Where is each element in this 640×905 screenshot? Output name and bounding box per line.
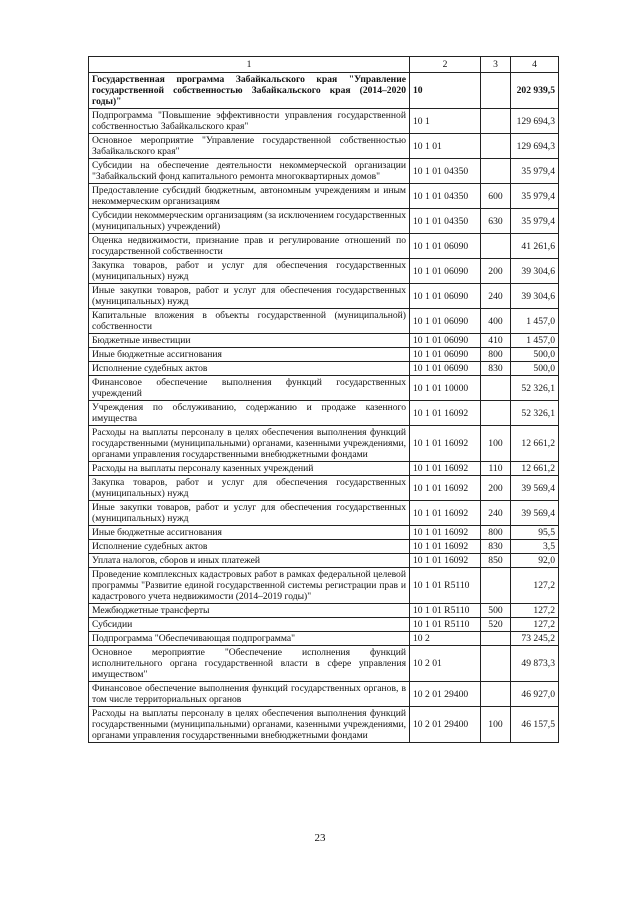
sum-cell: 52 326,1: [511, 376, 559, 401]
code-cell: 10 1 01 10000: [410, 376, 481, 401]
kvr-cell: 830: [481, 540, 511, 554]
kvr-cell: 240: [481, 284, 511, 309]
name-cell: Оценка недвижимости, признание прав и регулирование отношений по государственной собственности: [89, 234, 410, 259]
budget-table: [88, 56, 559, 743]
code-cell: 10 2 01 29400: [410, 707, 481, 743]
kvr-cell: 100: [481, 707, 511, 743]
kvr-cell: 850: [481, 554, 511, 568]
sum-cell: 1 457,0: [511, 309, 559, 334]
table-row: [89, 234, 559, 259]
table-row: [89, 401, 559, 426]
table-row: [89, 334, 559, 348]
table-row: [89, 540, 559, 554]
kvr-cell: [481, 234, 511, 259]
code-cell: 10 1 01 16092: [410, 554, 481, 568]
name-cell: Государственная программа Забайкальского края "Управление государственной собственностью Забайкальского края (2014–2020 годы)": [89, 73, 410, 109]
code-cell: 10 1 01 R5110: [410, 568, 481, 604]
table-row: [89, 682, 559, 707]
header-col-3: 3: [481, 57, 511, 73]
code-cell: 10 1 01 16092: [410, 476, 481, 501]
kvr-cell: [481, 73, 511, 109]
name-cell: Основное мероприятие "Обеспечение исполнения функций исполнительного органа государственной власти в сфере управления имуществом": [89, 646, 410, 682]
header-col-1: 1: [89, 57, 410, 73]
table-row: [89, 462, 559, 476]
name-cell: Субсидии на обеспечение деятельности некоммерческой организации "Забайкальский фонд капитального ремонта многоквартирных домов": [89, 159, 410, 184]
kvr-cell: 800: [481, 348, 511, 362]
table-row: [89, 604, 559, 618]
sum-cell: 129 694,3: [511, 109, 559, 134]
name-cell: Исполнение судебных актов: [89, 540, 410, 554]
name-cell: Расходы на выплаты персоналу казенных учреждений: [89, 462, 410, 476]
kvr-cell: [481, 682, 511, 707]
code-cell: 10 1 01 16092: [410, 401, 481, 426]
sum-cell: 3,5: [511, 540, 559, 554]
name-cell: Подпрограмма "Обеспечивающая подпрограмма": [89, 632, 410, 646]
name-cell: Капитальные вложения в объекты государственной (муниципальной) собственности: [89, 309, 410, 334]
name-cell: Основное мероприятие "Управление государственной собственностью Забайкальского края": [89, 134, 410, 159]
table-row: [89, 73, 559, 109]
kvr-cell: 100: [481, 426, 511, 462]
name-cell: Финансовое обеспечение выполнения функций государственных учреждений: [89, 376, 410, 401]
name-cell: Подпрограмма "Повышение эффективности управления государственной собственностью Забайкальского края": [89, 109, 410, 134]
code-cell: 10 1 01 06090: [410, 348, 481, 362]
name-cell: Расходы на выплаты персоналу в целях обеспечения выполнения функций государственными (муниципальными) органами, казенными учреждениями, органами управления государственными внебюджетными фондами: [89, 707, 410, 743]
table-row: [89, 476, 559, 501]
header-col-4: 4: [511, 57, 559, 73]
kvr-cell: 520: [481, 618, 511, 632]
table-row: [89, 159, 559, 184]
kvr-cell: [481, 401, 511, 426]
table-row: [89, 632, 559, 646]
sum-cell: 129 694,3: [511, 134, 559, 159]
name-cell: Субсидии некоммерческим организациям (за исключением государственных (муниципальных) учреждений): [89, 209, 410, 234]
code-cell: 10 1: [410, 109, 481, 134]
code-cell: 10 1 01 16092: [410, 526, 481, 540]
kvr-cell: 400: [481, 309, 511, 334]
sum-cell: 127,2: [511, 568, 559, 604]
kvr-cell: 110: [481, 462, 511, 476]
sum-cell: 35 979,4: [511, 159, 559, 184]
header-col-2: 2: [410, 57, 481, 73]
table-row: [89, 707, 559, 743]
sum-cell: 52 326,1: [511, 401, 559, 426]
kvr-cell: [481, 568, 511, 604]
sum-cell: 49 873,3: [511, 646, 559, 682]
sum-cell: 46 157,5: [511, 707, 559, 743]
name-cell: Закупка товаров, работ и услуг для обеспечения государственных (муниципальных) нужд: [89, 259, 410, 284]
sum-cell: 39 569,4: [511, 501, 559, 526]
code-cell: 10 1 01 06090: [410, 259, 481, 284]
sum-cell: 35 979,4: [511, 209, 559, 234]
sum-cell: 500,0: [511, 362, 559, 376]
code-cell: 10 1 01 R5110: [410, 618, 481, 632]
name-cell: Уплата налогов, сборов и иных платежей: [89, 554, 410, 568]
table-row: [89, 348, 559, 362]
table-row: [89, 109, 559, 134]
table-row: [89, 501, 559, 526]
sum-cell: 39 304,6: [511, 284, 559, 309]
name-cell: Иные бюджетные ассигнования: [89, 526, 410, 540]
table-row: [89, 309, 559, 334]
kvr-cell: 200: [481, 476, 511, 501]
table-row: [89, 134, 559, 159]
sum-cell: 41 261,6: [511, 234, 559, 259]
code-cell: 10 2 01 29400: [410, 682, 481, 707]
table-row: [89, 618, 559, 632]
name-cell: Иные бюджетные ассигнования: [89, 348, 410, 362]
kvr-cell: 200: [481, 259, 511, 284]
code-cell: 10 2 01: [410, 646, 481, 682]
code-cell: 10 1 01 16092: [410, 540, 481, 554]
kvr-cell: 600: [481, 184, 511, 209]
kvr-cell: 240: [481, 501, 511, 526]
name-cell: Иные закупки товаров, работ и услуг для обеспечения государственных (муниципальных) нужд: [89, 284, 410, 309]
sum-cell: 127,2: [511, 618, 559, 632]
kvr-cell: [481, 109, 511, 134]
page-number: 23: [314, 832, 326, 844]
sum-cell: 39 569,4: [511, 476, 559, 501]
code-cell: 10 1 01 04350: [410, 209, 481, 234]
table-row: [89, 568, 559, 604]
table-row: [89, 209, 559, 234]
name-cell: Закупка товаров, работ и услуг для обеспечения государственных (муниципальных) нужд: [89, 476, 410, 501]
table-row: [89, 259, 559, 284]
kvr-cell: [481, 134, 511, 159]
kvr-cell: 630: [481, 209, 511, 234]
code-cell: 10 1 01 16092: [410, 501, 481, 526]
sum-cell: 73 245,2: [511, 632, 559, 646]
code-cell: 10 2: [410, 632, 481, 646]
name-cell: Предоставление субсидий бюджетным, автономным учреждениям и иным некоммерческим организациям: [89, 184, 410, 209]
code-cell: 10: [410, 73, 481, 109]
sum-cell: 35 979,4: [511, 184, 559, 209]
sum-cell: 92,0: [511, 554, 559, 568]
kvr-cell: [481, 376, 511, 401]
sum-cell: 12 661,2: [511, 426, 559, 462]
kvr-cell: [481, 632, 511, 646]
code-cell: 10 1 01 06090: [410, 362, 481, 376]
code-cell: 10 1 01 06090: [410, 234, 481, 259]
sum-cell: 1 457,0: [511, 334, 559, 348]
name-cell: Финансовое обеспечение выполнения функций государственных органов, в том числе территориальных органов: [89, 682, 410, 707]
kvr-cell: [481, 646, 511, 682]
code-cell: 10 1 01 06090: [410, 284, 481, 309]
table-row: [89, 376, 559, 401]
kvr-cell: 830: [481, 362, 511, 376]
table-header-row: [89, 57, 559, 73]
code-cell: 10 1 01 04350: [410, 184, 481, 209]
sum-cell: 39 304,6: [511, 259, 559, 284]
sum-cell: 127,2: [511, 604, 559, 618]
name-cell: Учреждения по обслуживанию, содержанию и продаже казенного имущества: [89, 401, 410, 426]
kvr-cell: [481, 159, 511, 184]
sum-cell: 202 939,5: [511, 73, 559, 109]
code-cell: 10 1 01 06090: [410, 334, 481, 348]
table-row: [89, 284, 559, 309]
table-row: [89, 426, 559, 462]
code-cell: 10 1 01: [410, 134, 481, 159]
document-page: [88, 56, 558, 743]
kvr-cell: 800: [481, 526, 511, 540]
name-cell: Исполнение судебных актов: [89, 362, 410, 376]
code-cell: 10 1 01 16092: [410, 462, 481, 476]
name-cell: Иные закупки товаров, работ и услуг для обеспечения государственных (муниципальных) нужд: [89, 501, 410, 526]
name-cell: Бюджетные инвестиции: [89, 334, 410, 348]
table-row: [89, 362, 559, 376]
sum-cell: 12 661,2: [511, 462, 559, 476]
code-cell: 10 1 01 04350: [410, 159, 481, 184]
table-row: [89, 184, 559, 209]
name-cell: Расходы на выплаты персоналу в целях обеспечения выполнения функций государственными (муниципальными) органами, казенными учреждениями, органами управления государственными внебюджетными фондами: [89, 426, 410, 462]
sum-cell: 46 927,0: [511, 682, 559, 707]
code-cell: 10 1 01 16092: [410, 426, 481, 462]
name-cell: Проведение комплексных кадастровых работ в рамках федеральной целевой программы "Развитие единой государственной системы регистрации прав и кадастрового учета недвижимости (2014–2019 годы)": [89, 568, 410, 604]
name-cell: Субсидии: [89, 618, 410, 632]
name-cell: Межбюджетные трансферты: [89, 604, 410, 618]
sum-cell: 95,5: [511, 526, 559, 540]
kvr-cell: 500: [481, 604, 511, 618]
table-row: [89, 526, 559, 540]
table-body: [89, 73, 559, 743]
table-row: [89, 646, 559, 682]
sum-cell: 500,0: [511, 348, 559, 362]
table-row: [89, 554, 559, 568]
code-cell: 10 1 01 R5110: [410, 604, 481, 618]
kvr-cell: 410: [481, 334, 511, 348]
code-cell: 10 1 01 06090: [410, 309, 481, 334]
